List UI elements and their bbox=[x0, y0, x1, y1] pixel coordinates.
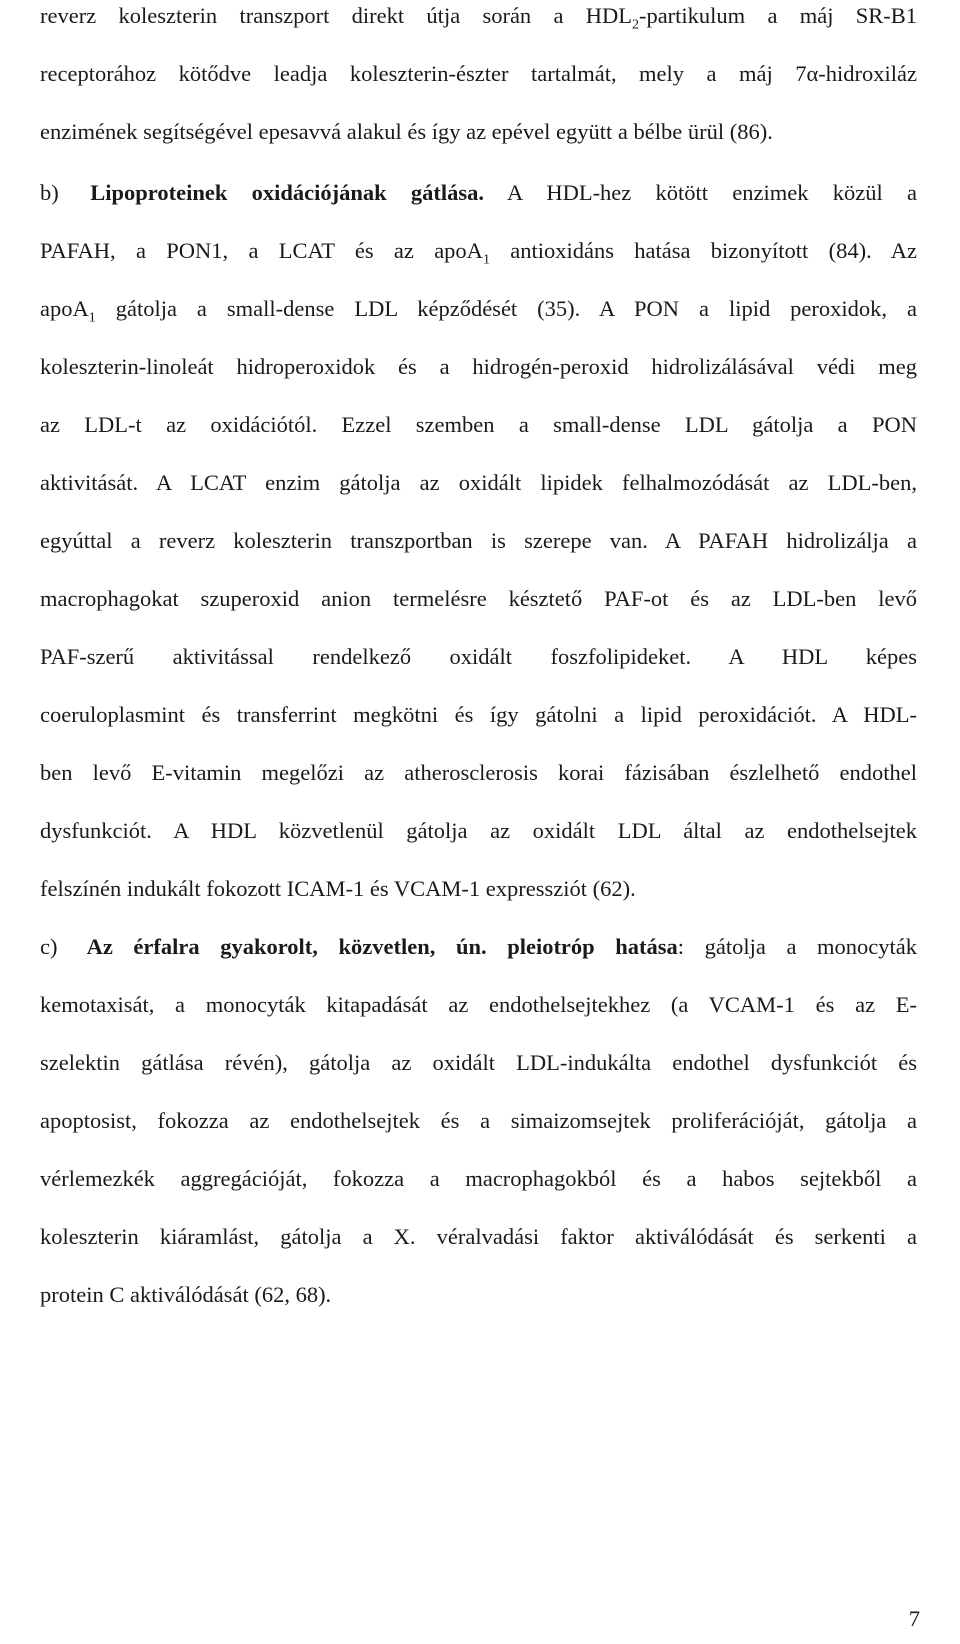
paragraph-line: macrophagokat szuperoxid anion termelésre késztető PAF-ot és az LDL-ben levő bbox=[40, 586, 917, 611]
paragraph-line: az LDL-t az oxidációtól. Ezzel szemben a small-dense LDL gátolja a PON bbox=[40, 412, 917, 437]
paragraph-line: koleszterin kiáramlást, gátolja a X. véralvadási faktor aktiválódását és serkenti a bbox=[40, 1224, 917, 1249]
paragraph-line: ben levő E-vitamin megelőzi az atherosclerosis korai fázisában észlelhető endothel bbox=[40, 760, 917, 785]
text-span: PAFAH, a PON1, a LCAT és az apoA bbox=[40, 238, 483, 263]
section-b-heading-line bbox=[40, 180, 917, 206]
paragraph-line bbox=[40, 238, 917, 274]
paragraph-line bbox=[40, 3, 917, 39]
list-label: b) bbox=[40, 180, 59, 205]
paragraph-line: koleszterin-linoleát hidroperoxidok és a hidrogén-peroxid hidrolizálásával védi meg bbox=[40, 354, 917, 379]
paragraph-line: enzimének segítségével epesavvá alakul és így az epével együtt a bélbe ürül (86). bbox=[40, 119, 773, 144]
paragraph-line: coeruloplasmint és transferrint megkötni és így gátolni a lipid peroxidációt. A HDL- bbox=[40, 702, 917, 727]
text-span: apoA bbox=[40, 296, 89, 321]
section-heading: Az érfalra gyakorolt, közvetlen, ún. pleiotróp hatása bbox=[86, 934, 678, 959]
paragraph-line: dysfunkciót. A HDL közvetlenül gátolja az oxidált LDL által az endothelsejtek bbox=[40, 818, 917, 843]
paragraph-line: szelektin gátlása révén), gátolja az oxidált LDL-indukálta endothel dysfunkciót és bbox=[40, 1050, 917, 1075]
paragraph-line: egyúttal a reverz koleszterin transzportban is szerepe van. A PAFAH hidrolizálja a bbox=[40, 528, 917, 553]
text-span: : gátolja a monocyták bbox=[677, 934, 917, 959]
text-span: gátolja a small-dense LDL képződését (35). A PON a lipid peroxidok, a bbox=[95, 296, 917, 321]
subscript: 1 bbox=[482, 252, 490, 268]
paragraph-line: PAF-szerű aktivitással rendelkező oxidált foszfolipideket. A HDL képes bbox=[40, 644, 917, 669]
text-span: A HDL-hez kötött enzimek közül a bbox=[484, 180, 918, 205]
paragraph-line: apoptosist, fokozza az endothelsejtek és a simaizomsejtek proliferációját, gátolja a bbox=[40, 1108, 917, 1133]
section-heading: Lipoproteinek oxidációjának gátlása bbox=[90, 180, 479, 205]
section-c-heading-line bbox=[40, 934, 917, 960]
subscript: 2 bbox=[631, 17, 639, 33]
paragraph-line: receptorához kötődve leadja koleszterin-észter tartalmát, mely a máj 7α-hidroxiláz bbox=[40, 61, 917, 86]
list-label: c) bbox=[40, 934, 58, 959]
text-span: antioxidáns hatása bizonyított (84). Az bbox=[489, 238, 917, 263]
subscript: 1 bbox=[88, 310, 96, 326]
paragraph-line bbox=[40, 296, 917, 332]
text-span: reverz koleszterin transzport direkt útja során a HDL bbox=[40, 3, 632, 28]
paragraph-line: protein C aktiválódását (62, 68). bbox=[40, 1282, 332, 1307]
paragraph-line: felszínén indukált fokozott ICAM-1 és VCAM-1 expressziót (62). bbox=[40, 876, 636, 901]
paragraph-line: vérlemezkék aggregációját, fokozza a macrophagokból és a habos sejtekből a bbox=[40, 1166, 917, 1191]
paragraph-line: kemotaxisát, a monocyták kitapadását az endothelsejtekhez (a VCAM-1 és az E- bbox=[40, 992, 917, 1017]
page-number: 7 bbox=[908, 1606, 920, 1631]
heading-period: . bbox=[478, 180, 485, 205]
paragraph-line: aktivitását. A LCAT enzim gátolja az oxidált lipidek felhalmozódását az LDL-ben, bbox=[40, 470, 917, 495]
text-span: -partikulum a máj SR-B1 bbox=[638, 3, 917, 28]
